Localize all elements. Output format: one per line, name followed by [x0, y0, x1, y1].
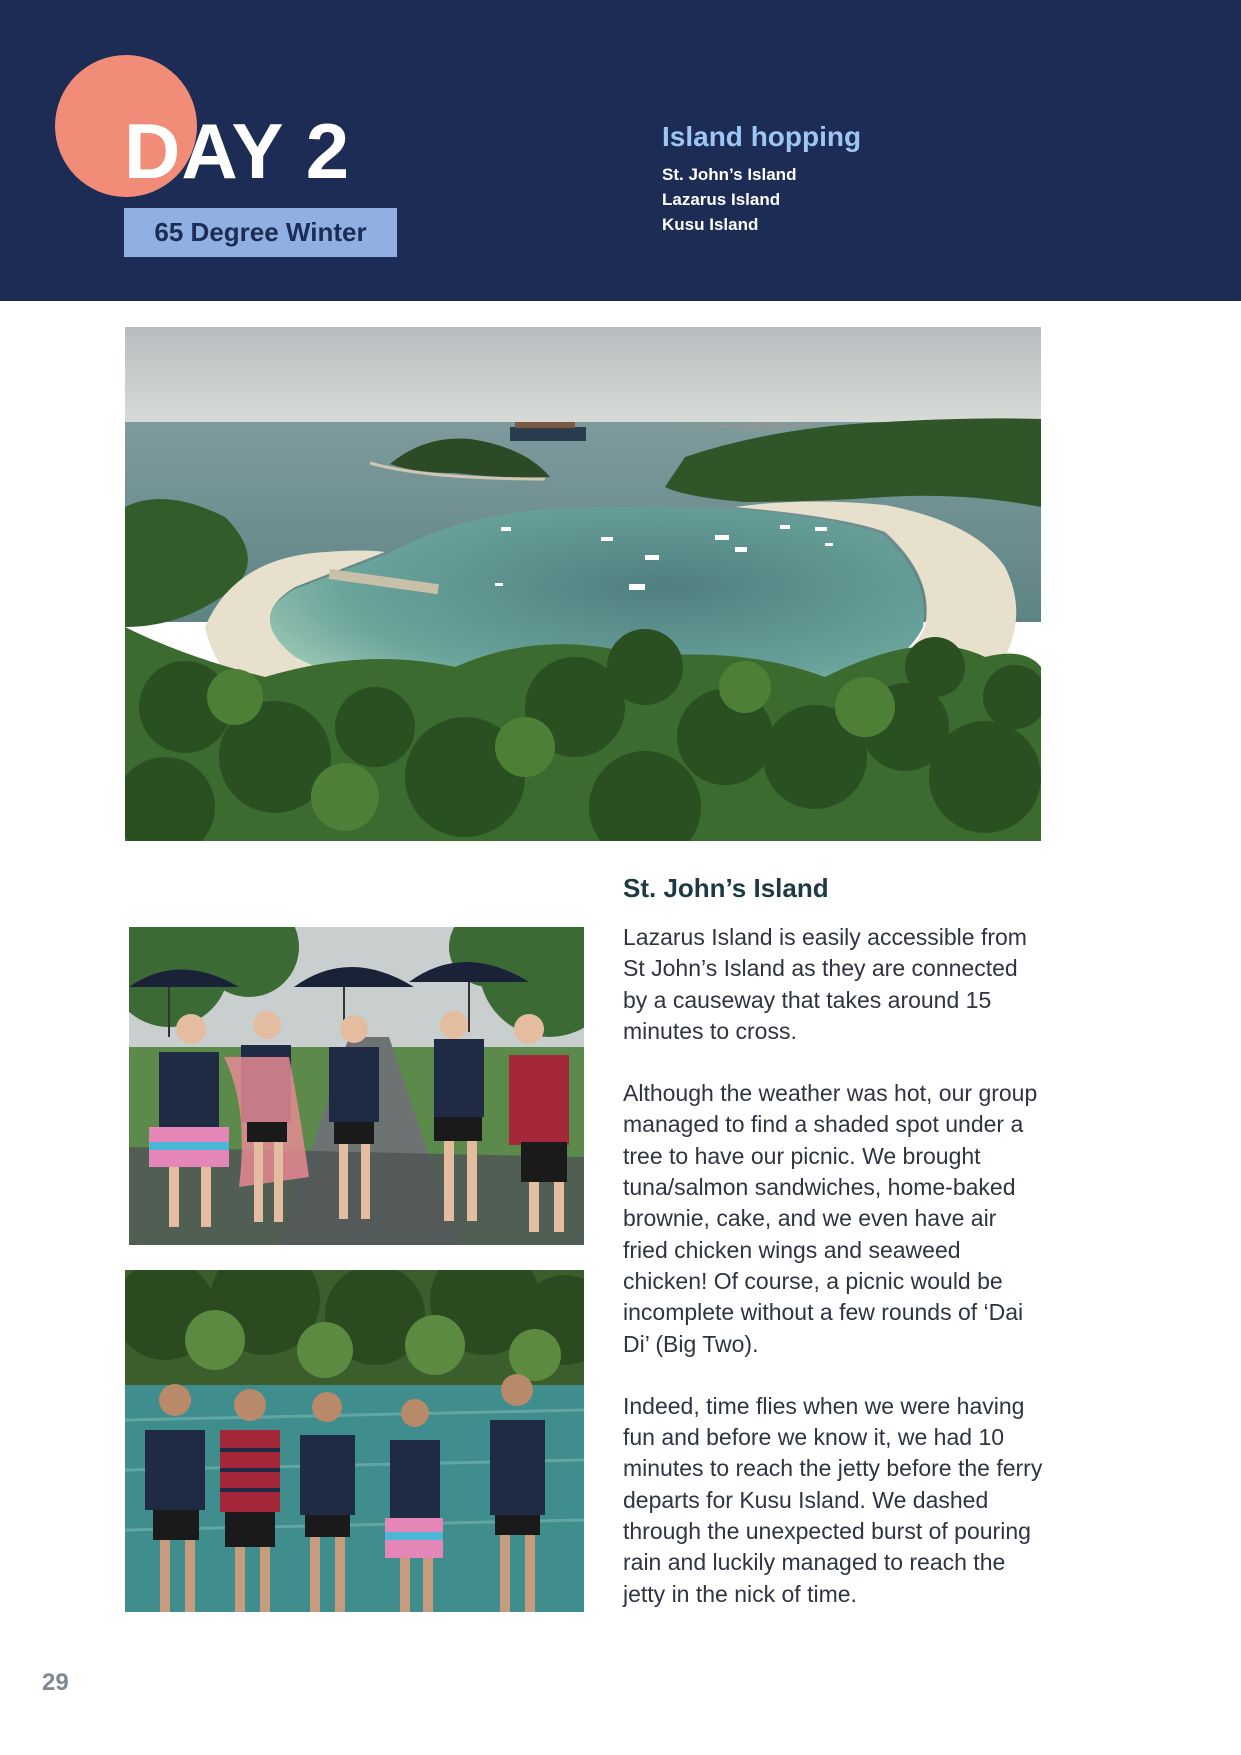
itinerary-item: Lazarus Island: [662, 190, 781, 209]
itinerary-item: Kusu Island: [662, 215, 759, 234]
group-umbrella-photo: [129, 927, 584, 1245]
article-paragraph: Although the weather was hot, our group managed to find a shaded spot under a tree to have our picnic. We brought tuna/salmon sandwiches, home-baked brownie, cake, and we even have air fried chicken wings and seaweed chicken! Of course, a picnic would be incomplete without a few rounds of ‘Dai Di’ (Big Two).: [623, 1080, 1038, 1357]
article-paragraph: Indeed, time flies when we were having fun and before we know it, we had 10 minutes to reach the jetty before the ferry departs for Kusu Island. We dashed through the unexpected burst of pouring rain and luckily managed to reach the jetty in the nick of time.: [623, 1392, 1043, 1607]
page-number: 29: [42, 1669, 69, 1696]
group-waterside-photo: [125, 1270, 584, 1612]
header-band: [0, 0, 1241, 301]
section-heading: St. John’s Island: [623, 873, 829, 903]
article-paragraph: Lazarus Island is easily accessible from St John’s Island as they are connected by a causeway that takes around 15 minutes to cross.: [623, 924, 1027, 1044]
itinerary-list: [662, 162, 796, 237]
itinerary-title: Island hopping: [662, 121, 862, 152]
itinerary-item: St. John’s Island: [662, 165, 797, 184]
tag-label: 65 Degree Winter: [154, 217, 367, 247]
article-body: [623, 922, 1043, 1610]
day-title: DAY 2: [124, 107, 351, 195]
island-aerial-photo: [125, 327, 1041, 841]
tag-label-box: [124, 208, 397, 257]
